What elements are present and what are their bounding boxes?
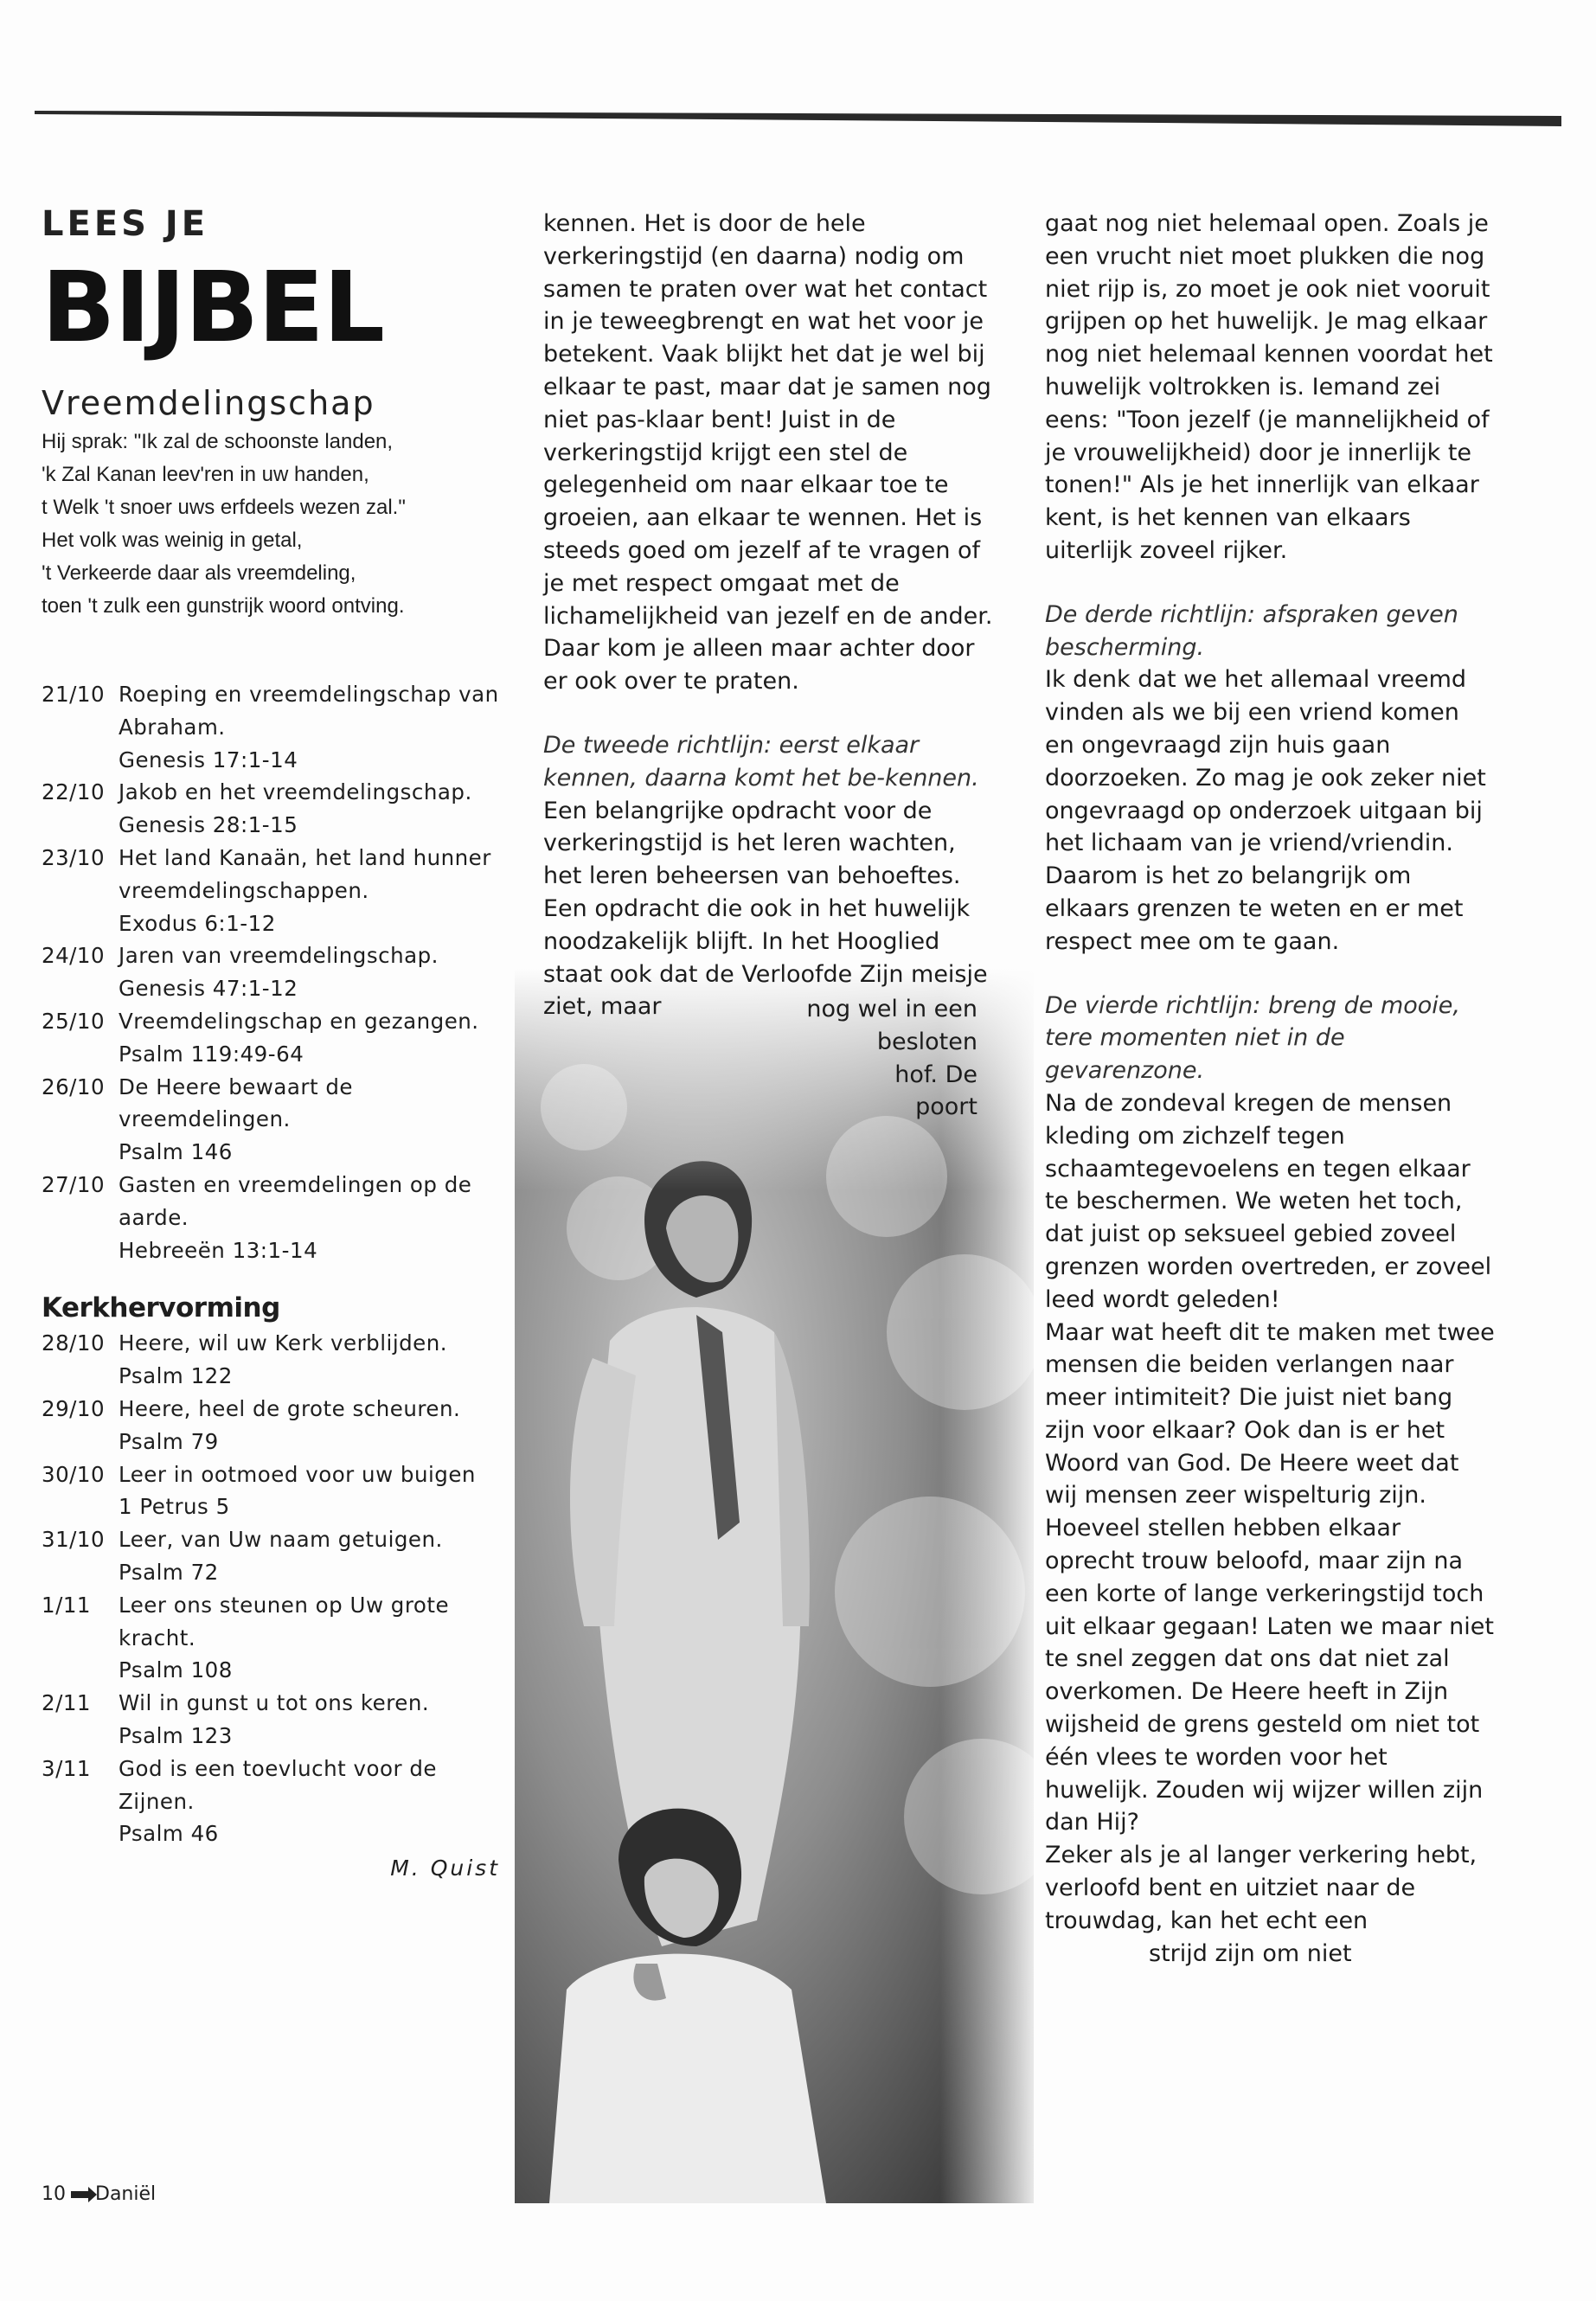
poem-line: Het volk was weinig in getal, bbox=[42, 529, 303, 552]
schedule-entry bbox=[42, 776, 500, 842]
entry-ref: Psalm 79 bbox=[119, 1428, 219, 1454]
top-rule bbox=[35, 111, 1561, 126]
entry-ref: 1 Petrus 5 bbox=[119, 1494, 230, 1520]
entry-date: 29/10 bbox=[42, 1395, 106, 1421]
entry-title: Jakob en het vreemdelingschap. bbox=[119, 779, 472, 805]
schedule-entry bbox=[42, 1687, 500, 1753]
subtitle: Vreemdelingschap bbox=[42, 384, 375, 422]
entry-title: Heere, heel de grote scheuren. bbox=[119, 1395, 461, 1421]
couple-photo bbox=[515, 969, 1034, 2203]
schedule-list-2 bbox=[42, 1327, 500, 1850]
guideline-heading: De tweede richtlijn: eerst elkaar kennen, daarna komt het be-kennen. bbox=[543, 731, 979, 792]
schedule-entry bbox=[42, 678, 500, 776]
arrow-icon bbox=[71, 2191, 90, 2198]
schedule-entry bbox=[42, 1589, 500, 1687]
poem-line: 'k Zal Kanan leev'ren in uw handen, bbox=[42, 463, 369, 486]
entry-date: 27/10 bbox=[42, 1171, 106, 1197]
wrapped-line: hof. De bbox=[894, 1061, 977, 1088]
entry-ref: Genesis 28:1-15 bbox=[119, 812, 298, 838]
schedule-entry bbox=[42, 1005, 500, 1071]
paragraph: Maar wat heeft dit te maken met twee mensen die beiden verlangen naar meer intimiteit? Die juist niet bang zijn voor elkaar? Ook dan is er het Woord van God. De Heere weet dat wij mensen zeer wispelturig zijn. Hoeveel stellen hebben elkaar oprecht trouw beloofd, maar zijn na een korte of lange verkeringstijd toch uit elkaar gegaan! Laten we maar niet te snel zeggen dat ons dat niet zal overkomen. De Heere heeft in Zijn wijsheid de grens gesteld om niet tot één vlees te worden voor het huwelijk. Zouden wij wijzer willen zijn dan Hij? bbox=[1045, 1318, 1495, 1836]
entry-date: 28/10 bbox=[42, 1330, 106, 1356]
entry-title: Leer in ootmoed voor uw buigen bbox=[119, 1461, 476, 1487]
entry-date: 23/10 bbox=[42, 844, 106, 870]
schedule-list bbox=[42, 678, 500, 1266]
paragraph: Een belangrijke opdracht voor de verkeringstijd is het leren wachten, het leren beheersen van behoeftes. Een opdracht die ook in het huwelijk noodzakelijk blijft. In het Hooglied staat ook dat de Verloofde Zijn meisje ziet, maar bbox=[543, 797, 988, 1021]
entry-title: De Heere bewaart de vreemdelingen. bbox=[119, 1074, 353, 1132]
entry-title: Heere, wil uw Kerk verblijden. bbox=[119, 1330, 448, 1356]
guideline-heading: De derde richtlijn: afspraken geven bescherming. bbox=[1045, 600, 1458, 661]
schedule-entry bbox=[42, 1393, 500, 1458]
entry-date: 3/11 bbox=[42, 1755, 92, 1781]
section-heading: Kerkhervorming bbox=[42, 1292, 280, 1324]
wrapped-line: besloten bbox=[876, 1028, 977, 1055]
page-number: 10 bbox=[42, 2183, 66, 2205]
article-column-3 bbox=[1045, 208, 1495, 1970]
entry-ref: Psalm 108 bbox=[119, 1657, 233, 1683]
entry-title: Het land Kanaän, het land hunner vreemdelingschappen. bbox=[119, 844, 491, 903]
entry-date: 24/10 bbox=[42, 943, 106, 969]
poem-line: toen 't zulk een gunstrijk woord ontving. bbox=[42, 594, 405, 618]
entry-ref: Hebreeën 13:1-14 bbox=[119, 1237, 318, 1263]
author-signature: M. Quist bbox=[390, 1856, 500, 1881]
article-column-2 bbox=[543, 208, 993, 1023]
entry-date: 26/10 bbox=[42, 1074, 106, 1099]
schedule-entry bbox=[42, 1327, 500, 1393]
paragraph: Zeker als je al langer verkering hebt, verloofd bent en uitziet naar de trouwdag, kan het echt een bbox=[1045, 1842, 1477, 1934]
wrapped-line: nog wel in een bbox=[806, 996, 977, 1022]
schedule-entry bbox=[42, 842, 500, 939]
entry-date: 1/11 bbox=[42, 1592, 92, 1618]
entry-ref: Psalm 146 bbox=[119, 1139, 233, 1165]
paragraph: Ik denk dat we het allemaal vreemd vinden als we bij een vriend komen en ongevraagd zijn huis gaan doorzoeken. Zo mag je ook zeker niet ongevraagd op onderzoek uitgaan bij het lichaam van je vriend/vriendin. Daarom is het zo belangrijk om elkaars grenzen te weten en er met respect mee om te gaan. bbox=[1045, 666, 1486, 955]
entry-ref: Genesis 47:1-12 bbox=[119, 976, 298, 1002]
schedule-entry bbox=[42, 1071, 500, 1169]
paragraph-end: strijd zijn om niet bbox=[1149, 1939, 1352, 1967]
guideline-heading: De vierde richtlijn: breng de mooie, tere momenten niet in de gevarenzone. bbox=[1045, 991, 1461, 1085]
poem-line: t Welk 't snoer uws erfdeels wezen zal." bbox=[42, 496, 406, 519]
entry-ref: Exodus 6:1-12 bbox=[119, 910, 276, 936]
entry-date: 25/10 bbox=[42, 1008, 106, 1034]
wrapped-text bbox=[761, 993, 977, 1124]
reading-schedule-column bbox=[42, 204, 500, 1881]
poem bbox=[42, 426, 500, 623]
entry-title: Gasten en vreemdelingen op de aarde. bbox=[119, 1171, 472, 1230]
schedule-entry bbox=[42, 1523, 500, 1589]
paragraph: Na de zondeval kregen de mensen kleding om zichzelf tegen schaamtegevoelens en tegen elkaar te beschermen. We weten het toch, dat juist op seksueel gebied zoveel grenzen worden overtreden, er zoveel leed wordt geleden! bbox=[1045, 1089, 1492, 1313]
entry-date: 22/10 bbox=[42, 779, 106, 805]
schedule-entry bbox=[42, 939, 500, 1005]
entry-date: 31/10 bbox=[42, 1527, 106, 1553]
schedule-entry bbox=[42, 1458, 500, 1524]
wrapped-line: poort bbox=[915, 1093, 977, 1121]
entry-title: Vreemdelingschap en gezangen. bbox=[119, 1008, 479, 1034]
schedule-entry bbox=[42, 1753, 500, 1850]
entry-title: God is een toevlucht voor de Zijnen. bbox=[119, 1755, 437, 1814]
kicker: LEES JE bbox=[42, 204, 209, 244]
entry-ref: Psalm 123 bbox=[119, 1722, 233, 1748]
entry-title: Roeping en vreemdelingschap van Abraham. bbox=[119, 682, 499, 740]
entry-title: Leer ons steunen op Uw grote kracht. bbox=[119, 1592, 450, 1650]
poem-line: Hij sprak: "Ik zal de schoonste landen, bbox=[42, 430, 394, 453]
paragraph: gaat nog niet helemaal open. Zoals je een vrucht niet moet plukken die nog niet rijp is, zo moet je ook niet vooruit grijpen op het huwelijk. Je mag elkaar nog niet helemaal kennen voordat het huwelijk voltrokken is. Iemand zei eens: "Toon jezelf (je mannelijkheid of je vrouwelijkheid) door je innerlijk te tonen!" Als je het innerlijk van elkaar kent, is het kennen van elkaars uiterlijk zoveel rijker. bbox=[1045, 210, 1493, 564]
entry-ref: Psalm 119:49-64 bbox=[119, 1041, 304, 1067]
entry-date: 2/11 bbox=[42, 1690, 92, 1716]
entry-ref: Genesis 17:1-14 bbox=[119, 747, 298, 772]
entry-title: Wil in gunst u tot ons keren. bbox=[119, 1690, 430, 1716]
entry-ref: Psalm 72 bbox=[119, 1559, 219, 1585]
entry-ref: Psalm 122 bbox=[119, 1363, 233, 1389]
entry-ref: Psalm 46 bbox=[119, 1821, 219, 1847]
entry-date: 30/10 bbox=[42, 1461, 106, 1487]
magazine-name: Daniël bbox=[95, 2183, 157, 2205]
poem-line: 't Verkeerde daar als vreemdeling, bbox=[42, 561, 356, 585]
entry-title: Jaren van vreemdelingschap. bbox=[119, 943, 439, 969]
schedule-entry bbox=[42, 1169, 500, 1266]
page-footer bbox=[42, 2183, 156, 2205]
entry-title: Leer, van Uw naam getuigen. bbox=[119, 1527, 443, 1553]
page-title: BIJBEL bbox=[42, 252, 384, 364]
entry-date: 21/10 bbox=[42, 682, 106, 707]
paragraph: kennen. Het is door de hele verkeringstijd (en daarna) nodig om samen te praten over wat het contact in je teweegbrengt en wat het voor je betekent. Vaak blijkt het dat je wel bij elkaar te past, maar dat je samen nog niet pas-klaar bent! Juist in de verkeringstijd krijgt een stel de gelegenheid om naar elkaar toe te groeien, aan elkaar te wennen. Het is steeds goed om jezelf af te vragen of je met respect omgaat met de lichamelijkheid van jezelf en de ander. Daar kom je alleen maar achter door er ook over te praten. bbox=[543, 210, 993, 695]
